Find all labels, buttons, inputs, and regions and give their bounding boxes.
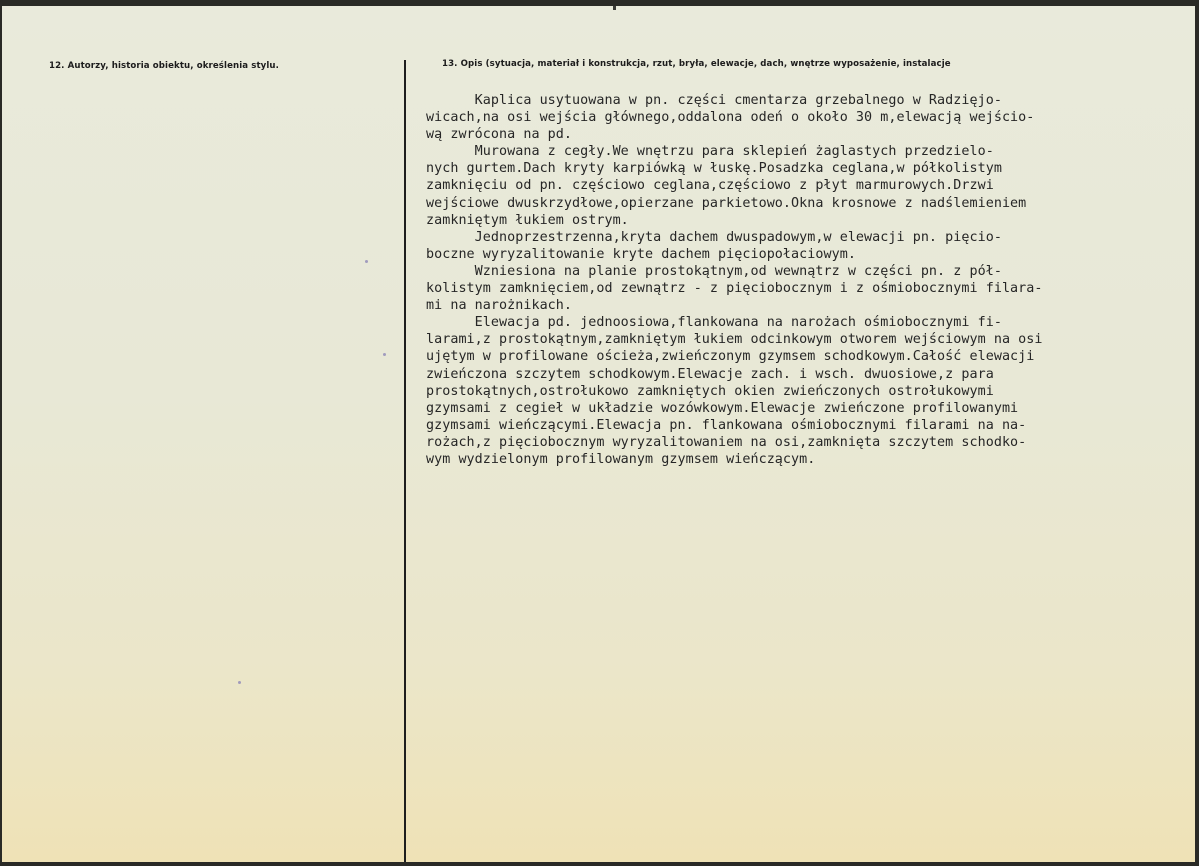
ink-speck — [383, 353, 386, 356]
text-line: prostokątnych,ostrołukowo zamkniętych okien zwieńczonych ostrołukowymi — [426, 383, 994, 399]
text-line: gzymsami wieńczącymi.Elewacja pn. flankowana ośmiobocznymi filarami na na- — [426, 417, 1027, 433]
text-line: boczne wyryzalitowanie kryte dachem pięciopołaciowym. — [426, 246, 856, 262]
text-line: wym wydzielonym profilowanym gzymsem wieńczącym. — [426, 451, 816, 467]
text-line: zwieńczona szczytem schodkowym.Elewacje zach. i wsch. dwuosiowe,z para — [426, 366, 994, 382]
text-line: Kaplica usytuowana w pn. części cmentarza grzebalnego w Radzięjo- — [426, 93, 1002, 108]
text-line: wejściowe dwuskrzydłowe,opierzane parkietowo.Okna krosnowe z nadślemieniem — [426, 195, 1027, 211]
text-line: Murowana z cegły.We wnętrzu para sklepień żaglastych przedzielo- — [426, 144, 994, 160]
text-line: larami,z prostokątnym,zamkniętym łukiem odcinkowym otworem wejściowym na osi — [426, 332, 1043, 348]
text-line: zamknięciu od pn. częściowo ceglana,częściowo z płyt marmurowych.Drzwi — [426, 178, 994, 194]
document-sheet — [2, 6, 1195, 862]
column-divider — [404, 60, 406, 862]
text-line: zamkniętym łukiem ostrym. — [426, 212, 629, 228]
text-line: Wzniesiona na planie prostokątnym,od wewnątrz w części pn. z pół- — [426, 263, 1002, 279]
punch-mark — [613, 6, 616, 10]
text-line: gzymsami z cegieł w układzie wozówkowym.Elewacje zwieńczone profilowanymi — [426, 400, 1019, 416]
text-line: mi na narożnikach. — [426, 298, 573, 314]
text-line: Elewacja pd. jednoosiowa,flankowana na narożach ośmiobocznymi fi- — [426, 315, 1002, 331]
section-12-heading: 12. Autorzy, historia obiektu, określenia stylu. — [49, 61, 280, 71]
text-line: rożach,z pięciobocznym wyryzalitowaniem na osi,zamknięta szczytem schodko- — [426, 434, 1027, 450]
section-13-typed-text — [426, 92, 1195, 468]
text-line: kolistym zamknięciem,od zewnątrz - z pięciobocznym i z ośmiobocznymi filara- — [426, 281, 1043, 297]
text-line: wą zwrócona na pd. — [426, 127, 573, 143]
text-line: ujętym w profilowane ościeża,zwieńczonym gzymsem schodkowym.Całość elewacji — [426, 349, 1035, 365]
text-line: wicach,na osi wejścia głównego,oddalona odeń o około 30 m,elewacją wejścio- — [426, 110, 1035, 126]
section-13-heading: 13. Opis (sytuacja, materiał i konstrukcja, rzut, bryła, elewacje, dach, wnętrze wyposażenie, instalacje — [442, 59, 951, 69]
text-line: nych gurtem.Dach kryty karpiówką w łuskę.Posadzka ceglana,w półkolistym — [426, 161, 1002, 177]
ink-speck — [365, 260, 368, 263]
ink-speck — [238, 681, 241, 684]
text-line: Jednoprzestrzenna,kryta dachem dwuspadowym,w elewacji pn. pięcio- — [426, 229, 1002, 245]
